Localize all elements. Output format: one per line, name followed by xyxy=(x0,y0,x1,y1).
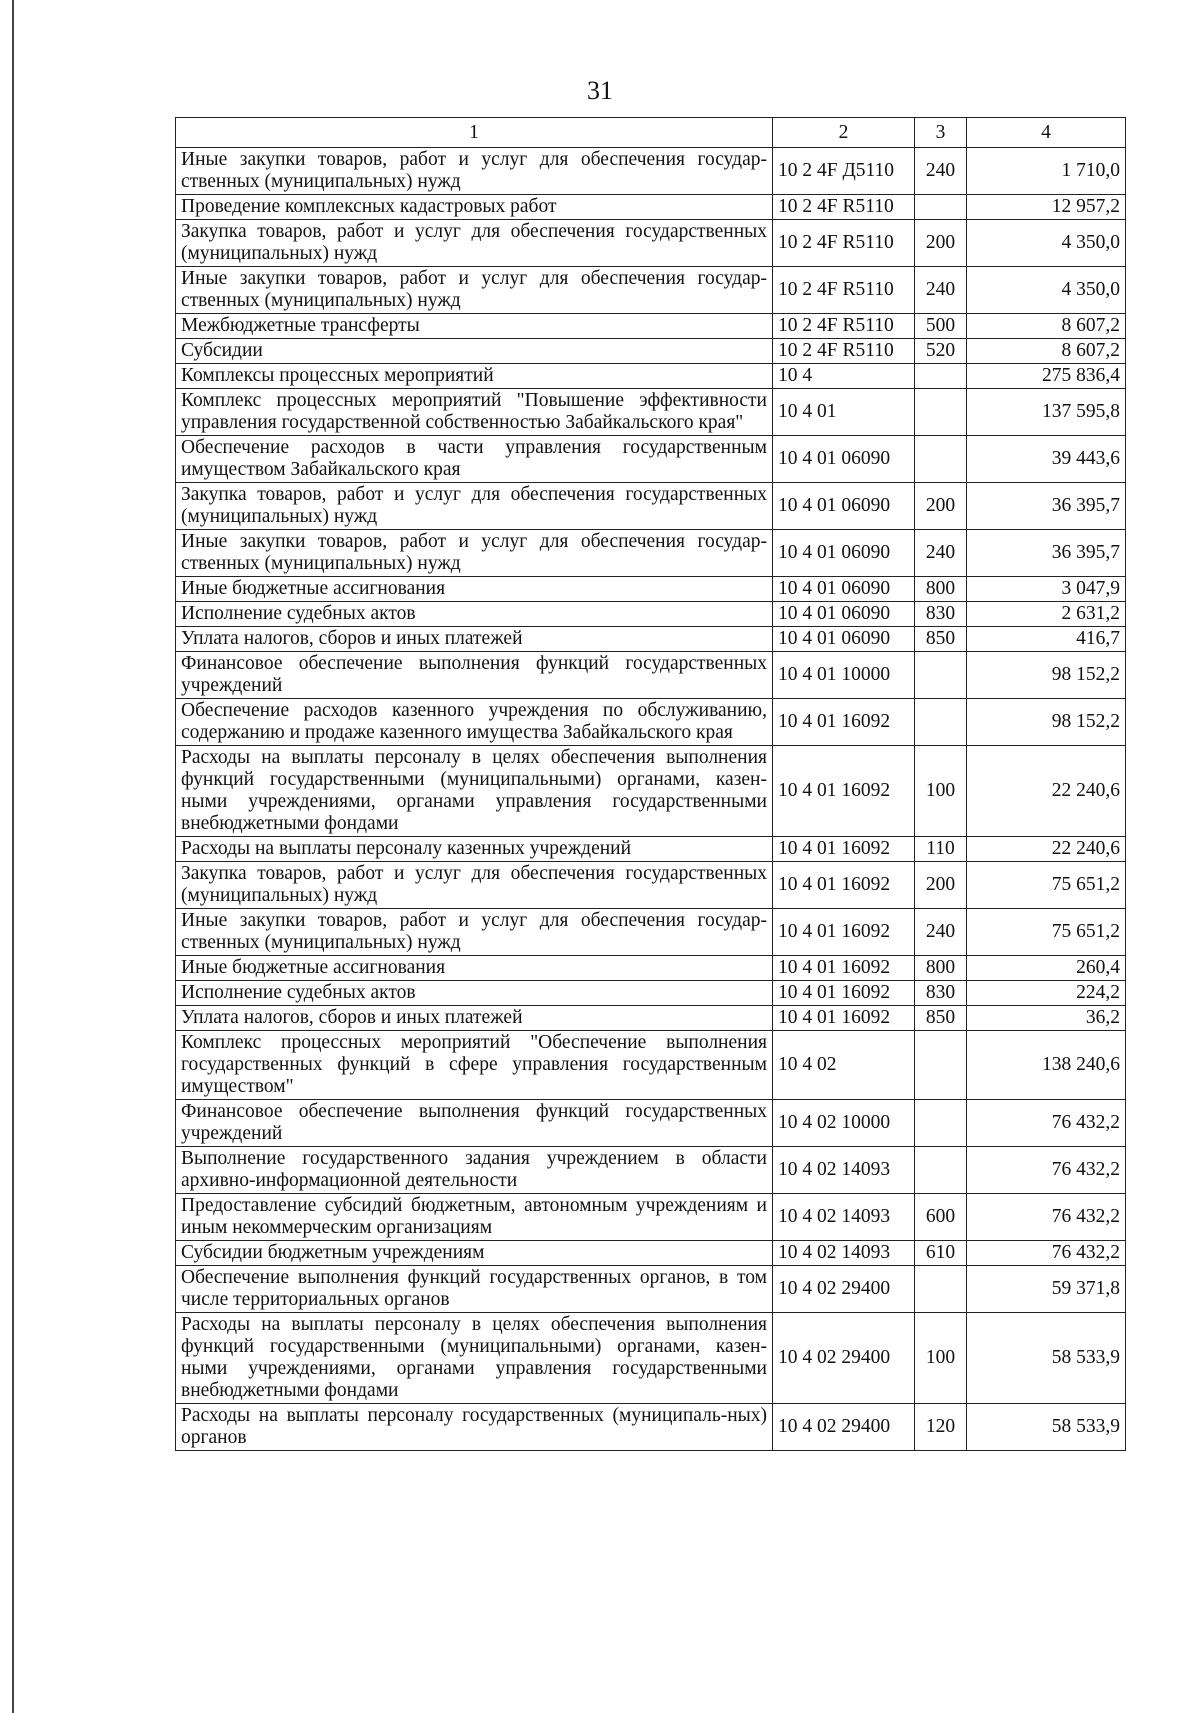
row-expense-type-cell: 240 xyxy=(915,909,967,956)
row-amount-cell: 416,7 xyxy=(967,627,1126,652)
table-row xyxy=(176,389,1126,436)
row-code-cell: 10 4 01 16092 xyxy=(773,956,915,981)
row-code-cell: 10 4 02 xyxy=(773,1031,915,1100)
row-expense-type-cell xyxy=(915,389,967,436)
budget-table xyxy=(175,117,1126,1451)
row-code-cell: 10 4 02 29400 xyxy=(773,1404,915,1451)
row-code-cell: 10 4 01 16092 xyxy=(773,909,915,956)
row-code-cell: 10 4 02 14093 xyxy=(773,1241,915,1266)
row-expense-type-cell: 110 xyxy=(915,837,967,862)
row-amount-cell: 138 240,6 xyxy=(967,1031,1126,1100)
table-row xyxy=(176,652,1126,699)
row-expense-type-cell: 100 xyxy=(915,746,967,837)
row-code-cell: 10 4 01 06090 xyxy=(773,530,915,577)
row-expense-type-cell xyxy=(915,195,967,220)
row-name-cell: Закупка товаров, работ и услуг для обеспечения государственных (муниципальных) нужд xyxy=(176,862,773,909)
row-amount-cell: 22 240,6 xyxy=(967,746,1126,837)
row-code-cell: 10 4 01 06090 xyxy=(773,627,915,652)
row-expense-type-cell xyxy=(915,699,967,746)
row-amount-cell: 36 395,7 xyxy=(967,530,1126,577)
row-code-cell: 10 4 01 16092 xyxy=(773,981,915,1006)
row-code-cell: 10 2 4F R5110 xyxy=(773,339,915,364)
table-row xyxy=(176,483,1126,530)
row-amount-cell: 98 152,2 xyxy=(967,652,1126,699)
row-code-cell: 10 2 4F R5110 xyxy=(773,195,915,220)
row-expense-type-cell: 240 xyxy=(915,148,967,195)
row-code-cell: 10 4 02 14093 xyxy=(773,1194,915,1241)
row-name-cell: Субсидии xyxy=(176,339,773,364)
row-code-cell: 10 4 xyxy=(773,364,915,389)
row-name-cell: Уплата налогов, сборов и иных платежей xyxy=(176,627,773,652)
row-name-cell: Расходы на выплаты персоналу казенных учреждений xyxy=(176,837,773,862)
row-name-cell: Выполнение государственного задания учреждением в области архивно-информационной деятельности xyxy=(176,1147,773,1194)
row-amount-cell: 3 047,9 xyxy=(967,577,1126,602)
row-code-cell: 10 4 01 16092 xyxy=(773,837,915,862)
row-amount-cell: 275 836,4 xyxy=(967,364,1126,389)
row-name-cell: Расходы на выплаты персоналу в целях обеспечения выполнения функций государственными (муниципальными) органами, казен-ными учреждениями, органами управления государственными внебюджетными фондами xyxy=(176,1313,773,1404)
table-row xyxy=(176,862,1126,909)
column-header-code: 2 xyxy=(773,118,915,148)
row-amount-cell: 36,2 xyxy=(967,1006,1126,1031)
table-row xyxy=(176,1404,1126,1451)
table-row xyxy=(176,267,1126,314)
row-expense-type-cell: 240 xyxy=(915,530,967,577)
row-code-cell: 10 2 4F R5110 xyxy=(773,220,915,267)
table-row xyxy=(176,746,1126,837)
row-expense-type-cell: 850 xyxy=(915,627,967,652)
header-row xyxy=(176,118,1126,148)
row-amount-cell: 4 350,0 xyxy=(967,220,1126,267)
row-name-cell: Расходы на выплаты персоналу в целях обеспечения выполнения функций государственными (муниципальными) органами, казен-ными учреждениями, органами управления государственными внебюджетными фондами xyxy=(176,746,773,837)
table-row xyxy=(176,699,1126,746)
row-amount-cell: 4 350,0 xyxy=(967,267,1126,314)
row-expense-type-cell xyxy=(915,1266,967,1313)
row-code-cell: 10 4 02 29400 xyxy=(773,1313,915,1404)
row-name-cell: Предоставление субсидий бюджетным, автономным учреждениям и иным некоммерческим организациям xyxy=(176,1194,773,1241)
row-name-cell: Обеспечение расходов в части управления государственным имуществом Забайкальского края xyxy=(176,436,773,483)
row-amount-cell: 76 432,2 xyxy=(967,1147,1126,1194)
row-code-cell: 10 4 02 14093 xyxy=(773,1147,915,1194)
row-expense-type-cell: 610 xyxy=(915,1241,967,1266)
row-code-cell: 10 4 01 06090 xyxy=(773,436,915,483)
row-name-cell: Закупка товаров, работ и услуг для обеспечения государственных (муниципальных) нужд xyxy=(176,483,773,530)
row-amount-cell: 12 957,2 xyxy=(967,195,1126,220)
row-expense-type-cell: 200 xyxy=(915,862,967,909)
row-expense-type-cell: 600 xyxy=(915,1194,967,1241)
row-name-cell: Комплекс процессных мероприятий "Обеспечение выполнения государственных функций в сфере управления государственным имуществом" xyxy=(176,1031,773,1100)
row-amount-cell: 39 443,6 xyxy=(967,436,1126,483)
row-code-cell: 10 4 01 xyxy=(773,389,915,436)
row-code-cell: 10 4 01 06090 xyxy=(773,483,915,530)
row-amount-cell: 260,4 xyxy=(967,956,1126,981)
table-row xyxy=(176,195,1126,220)
row-name-cell: Иные закупки товаров, работ и услуг для обеспечения государ-ственных (муниципальных) нужд xyxy=(176,909,773,956)
table-row xyxy=(176,837,1126,862)
table-row xyxy=(176,1241,1126,1266)
table-row xyxy=(176,148,1126,195)
row-amount-cell: 76 432,2 xyxy=(967,1194,1126,1241)
row-amount-cell: 98 152,2 xyxy=(967,699,1126,746)
table-row xyxy=(176,1194,1126,1241)
row-name-cell: Комплексы процессных мероприятий xyxy=(176,364,773,389)
row-amount-cell: 8 607,2 xyxy=(967,339,1126,364)
page-number: 31 xyxy=(587,76,613,105)
table-row xyxy=(176,627,1126,652)
row-expense-type-cell: 830 xyxy=(915,602,967,627)
row-code-cell: 10 2 4F R5110 xyxy=(773,267,915,314)
table-body xyxy=(176,148,1126,1451)
table-row xyxy=(176,577,1126,602)
row-code-cell: 10 4 01 16092 xyxy=(773,746,915,837)
row-expense-type-cell xyxy=(915,1031,967,1100)
row-expense-type-cell: 830 xyxy=(915,981,967,1006)
row-amount-cell: 36 395,7 xyxy=(967,483,1126,530)
table-row xyxy=(176,339,1126,364)
row-amount-cell: 75 651,2 xyxy=(967,909,1126,956)
scan-edge-line xyxy=(12,0,14,1713)
table-row xyxy=(176,436,1126,483)
row-amount-cell: 1 710,0 xyxy=(967,148,1126,195)
row-name-cell: Финансовое обеспечение выполнения функций государственных учреждений xyxy=(176,1100,773,1147)
row-code-cell: 10 4 01 10000 xyxy=(773,652,915,699)
row-name-cell: Обеспечение расходов казенного учреждения по обслуживанию, содержанию и продаже казенного имущества Забайкальского края xyxy=(176,699,773,746)
table-row xyxy=(176,1006,1126,1031)
row-expense-type-cell: 200 xyxy=(915,483,967,530)
row-name-cell: Исполнение судебных актов xyxy=(176,981,773,1006)
table-row xyxy=(176,1100,1126,1147)
row-expense-type-cell: 120 xyxy=(915,1404,967,1451)
table-row xyxy=(176,364,1126,389)
row-code-cell: 10 4 02 10000 xyxy=(773,1100,915,1147)
row-amount-cell: 58 533,9 xyxy=(967,1313,1126,1404)
row-expense-type-cell xyxy=(915,1147,967,1194)
row-amount-cell: 59 371,8 xyxy=(967,1266,1126,1313)
column-header-vr: 3 xyxy=(915,118,967,148)
row-expense-type-cell xyxy=(915,1100,967,1147)
row-name-cell: Исполнение судебных актов xyxy=(176,602,773,627)
row-amount-cell: 8 607,2 xyxy=(967,314,1126,339)
table-row xyxy=(176,1031,1126,1100)
table-row xyxy=(176,220,1126,267)
row-expense-type-cell: 850 xyxy=(915,1006,967,1031)
row-amount-cell: 2 631,2 xyxy=(967,602,1126,627)
row-name-cell: Иные закупки товаров, работ и услуг для обеспечения государ-ственных (муниципальных) нужд xyxy=(176,530,773,577)
row-amount-cell: 22 240,6 xyxy=(967,837,1126,862)
row-name-cell: Уплата налогов, сборов и иных платежей xyxy=(176,1006,773,1031)
row-amount-cell: 75 651,2 xyxy=(967,862,1126,909)
row-expense-type-cell: 500 xyxy=(915,314,967,339)
table-row xyxy=(176,530,1126,577)
column-header-sum: 4 xyxy=(967,118,1126,148)
row-name-cell: Субсидии бюджетным учреждениям xyxy=(176,1241,773,1266)
row-name-cell: Иные закупки товаров, работ и услуг для обеспечения государ-ственных (муниципальных) нужд xyxy=(176,267,773,314)
row-code-cell: 10 4 01 16092 xyxy=(773,1006,915,1031)
row-code-cell: 10 4 01 06090 xyxy=(773,577,915,602)
row-name-cell: Межбюджетные трансферты xyxy=(176,314,773,339)
table-row xyxy=(176,1313,1126,1404)
row-expense-type-cell: 520 xyxy=(915,339,967,364)
row-expense-type-cell: 100 xyxy=(915,1313,967,1404)
row-expense-type-cell: 800 xyxy=(915,956,967,981)
row-name-cell: Расходы на выплаты персоналу государственных (муниципаль-ных) органов xyxy=(176,1404,773,1451)
row-expense-type-cell: 240 xyxy=(915,267,967,314)
row-amount-cell: 76 432,2 xyxy=(967,1241,1126,1266)
row-name-cell: Комплекс процессных мероприятий "Повышение эффективности управления государственной собственностью Забайкальского края" xyxy=(176,389,773,436)
row-expense-type-cell: 800 xyxy=(915,577,967,602)
row-expense-type-cell xyxy=(915,364,967,389)
row-expense-type-cell xyxy=(915,436,967,483)
row-expense-type-cell: 200 xyxy=(915,220,967,267)
table-row xyxy=(176,1266,1126,1313)
row-name-cell: Иные бюджетные ассигнования xyxy=(176,577,773,602)
table-row xyxy=(176,602,1126,627)
row-code-cell: 10 4 01 16092 xyxy=(773,862,915,909)
table-row xyxy=(176,909,1126,956)
row-code-cell: 10 4 02 29400 xyxy=(773,1266,915,1313)
column-header-name: 1 xyxy=(176,118,773,148)
table-row xyxy=(176,956,1126,981)
row-name-cell: Обеспечение выполнения функций государственных органов, в том числе территориальных органов xyxy=(176,1266,773,1313)
row-amount-cell: 58 533,9 xyxy=(967,1404,1126,1451)
row-amount-cell: 76 432,2 xyxy=(967,1100,1126,1147)
row-code-cell: 10 2 4F R5110 xyxy=(773,314,915,339)
row-name-cell: Проведение комплексных кадастровых работ xyxy=(176,195,773,220)
row-code-cell: 10 2 4F Д5110 xyxy=(773,148,915,195)
row-amount-cell: 224,2 xyxy=(967,981,1126,1006)
row-code-cell: 10 4 01 16092 xyxy=(773,699,915,746)
table-row xyxy=(176,981,1126,1006)
row-name-cell: Закупка товаров, работ и услуг для обеспечения государственных (муниципальных) нужд xyxy=(176,220,773,267)
table-row xyxy=(176,314,1126,339)
row-name-cell: Финансовое обеспечение выполнения функций государственных учреждений xyxy=(176,652,773,699)
row-code-cell: 10 4 01 06090 xyxy=(773,602,915,627)
row-expense-type-cell xyxy=(915,652,967,699)
table-row xyxy=(176,1147,1126,1194)
row-name-cell: Иные закупки товаров, работ и услуг для обеспечения государ-ственных (муниципальных) нужд xyxy=(176,148,773,195)
row-amount-cell: 137 595,8 xyxy=(967,389,1126,436)
row-name-cell: Иные бюджетные ассигнования xyxy=(176,956,773,981)
